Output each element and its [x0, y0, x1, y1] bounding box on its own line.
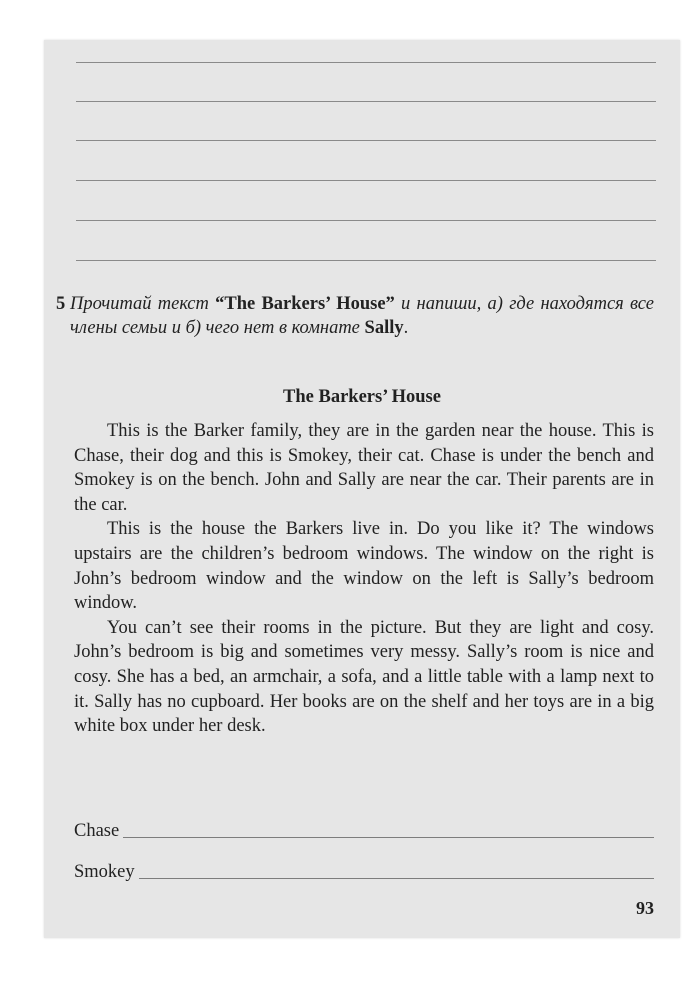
- instruction-end: .: [403, 318, 409, 338]
- answer-label-smokey: Smokey: [74, 862, 135, 882]
- story-paragraph-1: This is the Barker family, they are in the garden near the house. This is Chase, their dog and this is Smokey, their cat. Chase is under the bench and Smokey is on the bench. John and Sally are near the car. Their parents are in the car.: [74, 421, 654, 515]
- writing-line-3[interactable]: [76, 140, 656, 141]
- task-number: 5: [56, 294, 66, 314]
- page-number: 93: [636, 898, 654, 918]
- instruction-text-title: “The Barkers’ House”: [215, 294, 395, 314]
- writing-line-2[interactable]: [76, 101, 656, 102]
- story-paragraph-3: You can’t see their rooms in the picture. But they are light and cosy. John’s bedroom is big and sometimes very messy. Sally’s room is nice and cosy. She has a bed, an armchair, a sofa, and a little table with a lamp next to it. Sally has no cupboard. Her books are on the shelf and her toys are in a big white box under her desk.: [74, 617, 654, 737]
- writing-line-6[interactable]: [76, 260, 656, 261]
- writing-line-5[interactable]: [76, 220, 656, 221]
- answer-row-smokey: [74, 857, 654, 883]
- answer-line-chase[interactable]: [123, 837, 654, 838]
- instruction-part-a: Прочитай текст: [70, 294, 216, 314]
- story-text: [74, 419, 654, 739]
- story-paragraph-2: This is the house the Barkers live in. Do you like it? The windows upstairs are the children’s bedroom windows. The window on the right is John’s bedroom window and the window on the left is Sally’s bedroom window.: [74, 519, 654, 614]
- answer-line-smokey[interactable]: [139, 878, 654, 879]
- instruction-part-b: и напиши, а) где находятся все члены семьи и б) чего нет в комнате: [70, 294, 654, 338]
- answer-label-chase: Chase: [74, 821, 120, 841]
- instruction-name: Sally: [364, 318, 404, 338]
- writing-line-1[interactable]: [76, 62, 656, 63]
- task-instruction: [56, 292, 654, 340]
- writing-line-4[interactable]: [76, 180, 656, 181]
- story-title: The Barkers’ House: [283, 387, 441, 407]
- answer-row-chase: [74, 816, 654, 842]
- workbook-page: [44, 40, 680, 938]
